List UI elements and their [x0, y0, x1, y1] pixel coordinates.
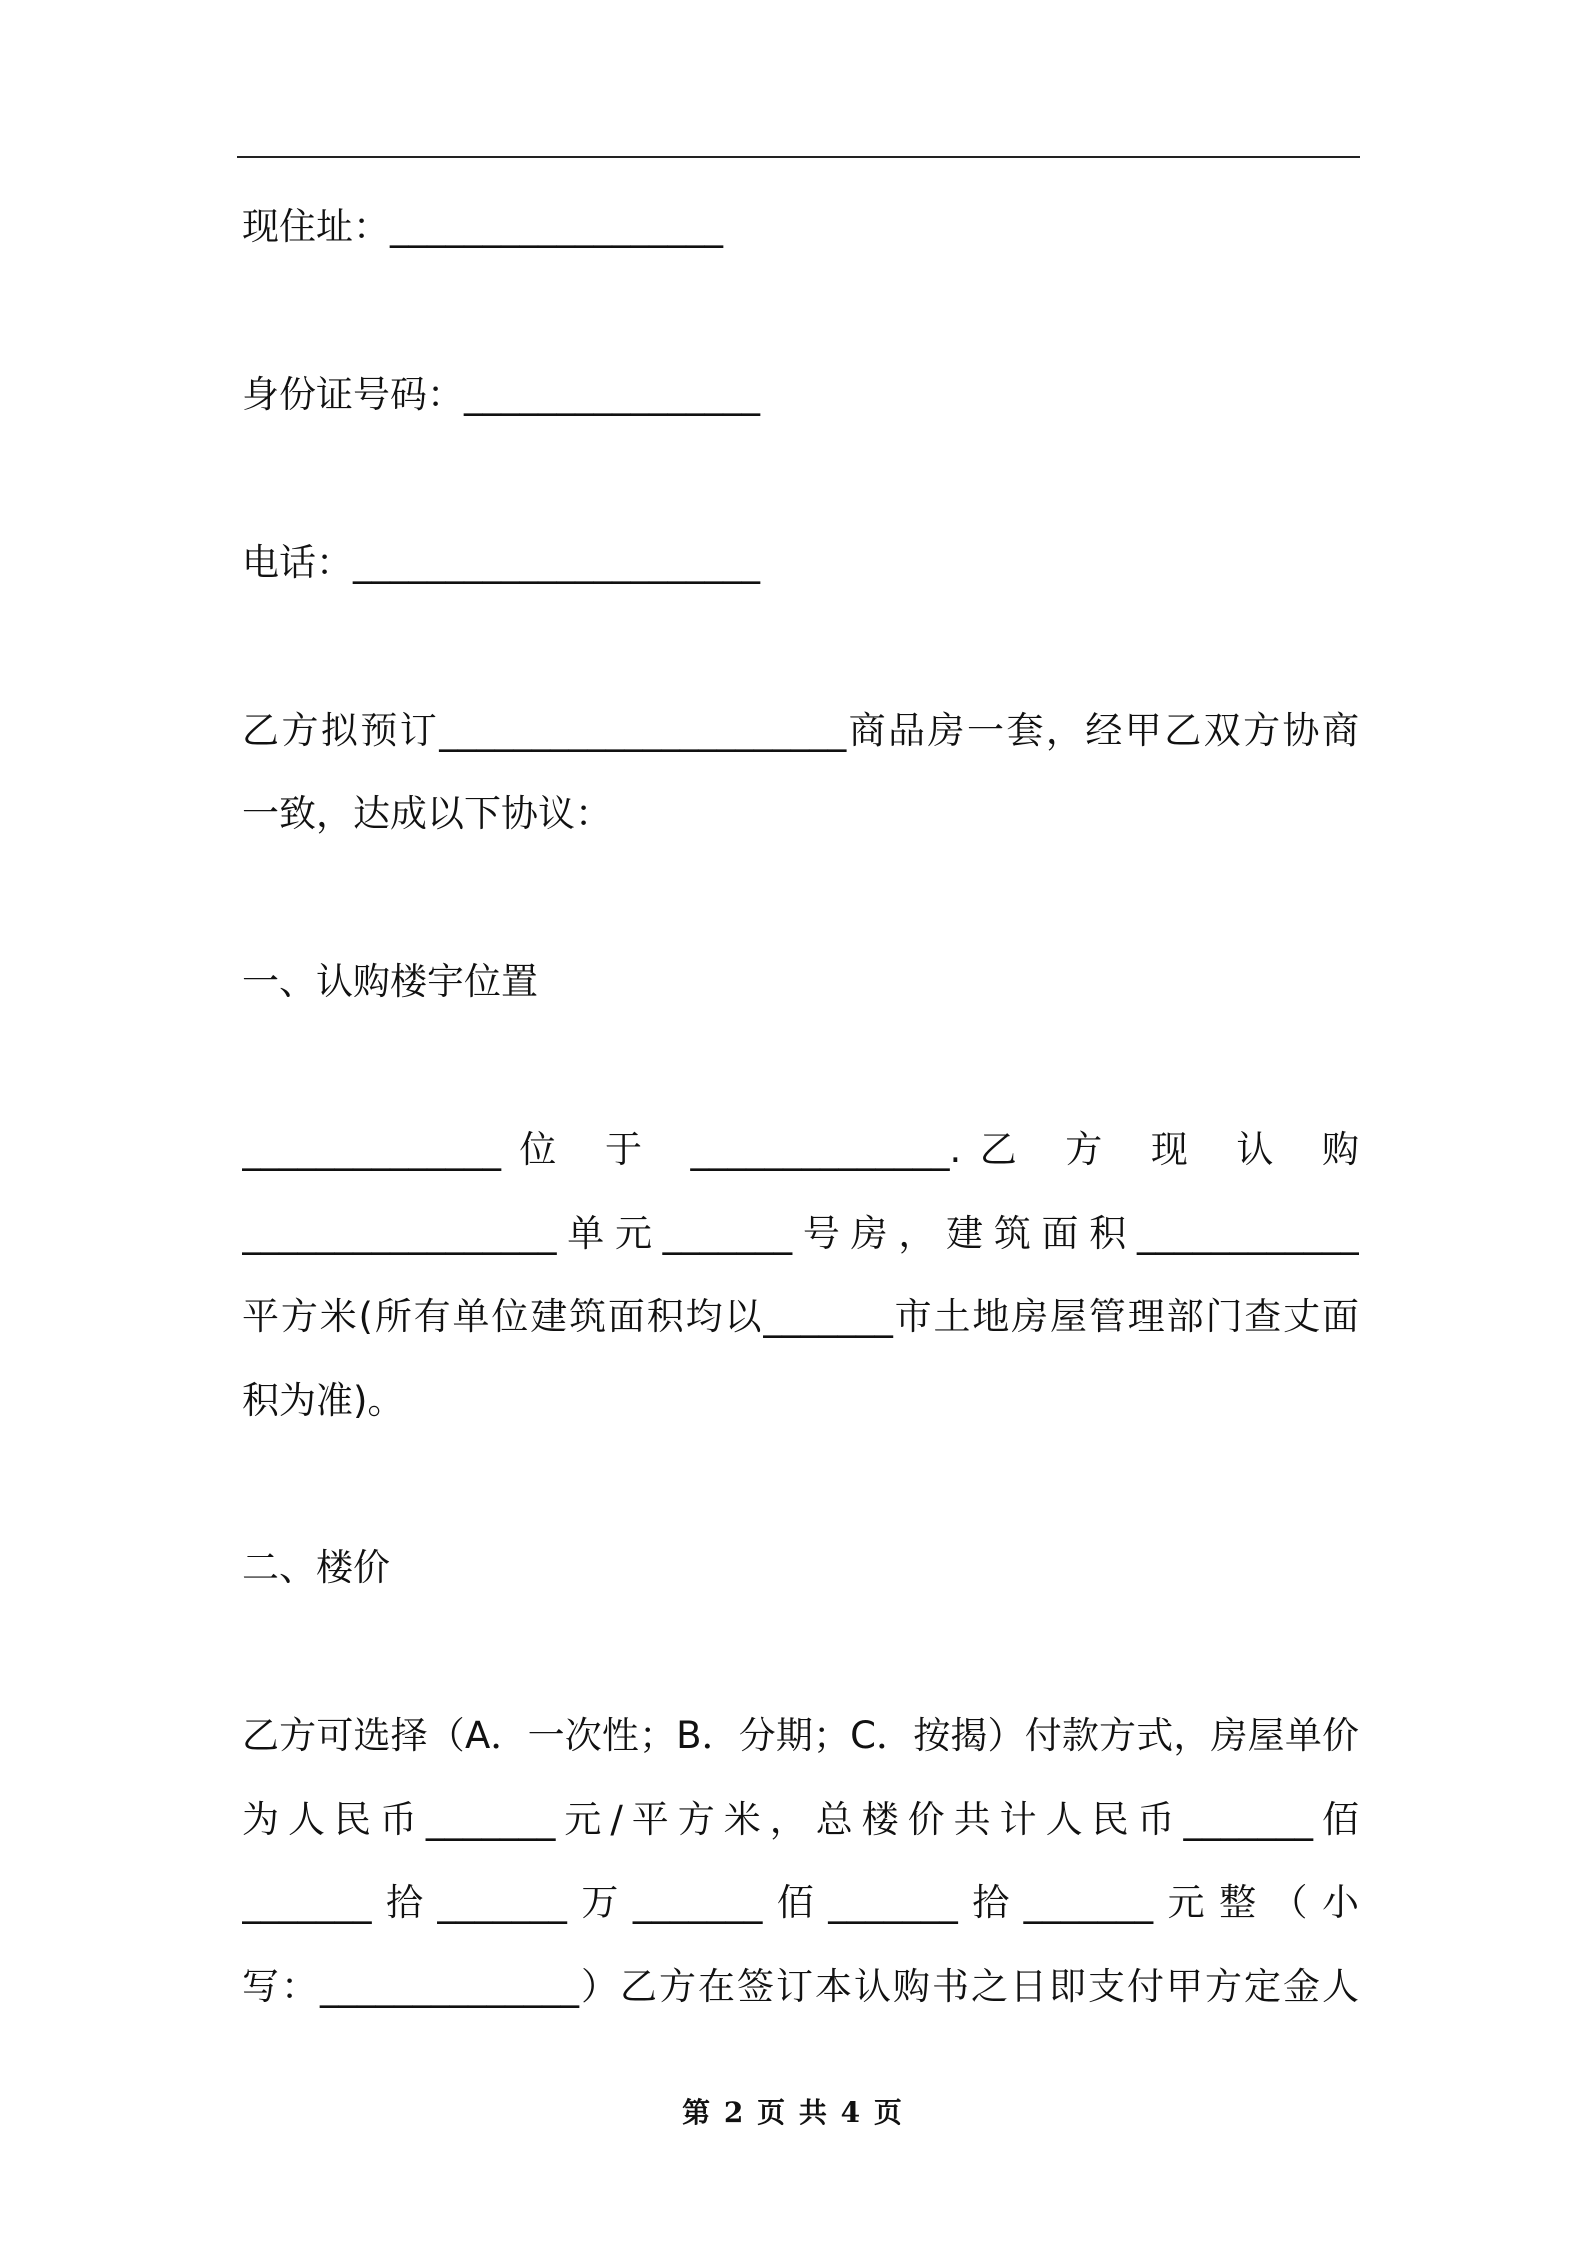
section-1-heading: 一、认购楼宇位置 — [242, 960, 538, 1003]
section-1-line-3: 平方米(所有单位建筑面积均以_______市土地房屋管理部门查丈面 — [242, 1295, 1359, 1338]
page-number-footer: 第 2 页 共 4 页 — [682, 2096, 904, 2129]
intro-line-2: 一致，达成以下协议： — [242, 792, 612, 835]
section-2-heading: 二、楼价 — [242, 1546, 390, 1589]
intro-line-1: 乙方拟预订______________________商品房一套，经甲乙双方协商 — [242, 709, 1359, 752]
section-1-line-1: ______________位 于 ______________.乙 方 现 认 购 — [242, 1128, 1359, 1171]
section-2-line-1: 乙方可选择（A．一次性；B．分期；C．按揭）付款方式，房屋单价 — [242, 1714, 1359, 1757]
header-rule — [237, 156, 1360, 158]
section-2-line-2: 为人民币_______元/平方米，总楼价共计人民币_______佰 — [242, 1798, 1359, 1841]
address-field: 现住址：__________________ — [242, 205, 723, 248]
id-number-field: 身份证号码：________________ — [242, 373, 760, 416]
phone-field: 电话：______________________ — [242, 541, 760, 584]
section-2-line-4: 写：______________）乙方在签订本认购书之日即支付甲方定金人 — [242, 1965, 1359, 2008]
section-2-line-3: _______拾_______万_______佰_______拾_______元整（小 — [242, 1881, 1359, 1924]
section-1-line-4: 积为准)。 — [242, 1379, 405, 1422]
section-1-line-2: _________________单元_______号房，建筑面积____________ — [242, 1212, 1359, 1255]
